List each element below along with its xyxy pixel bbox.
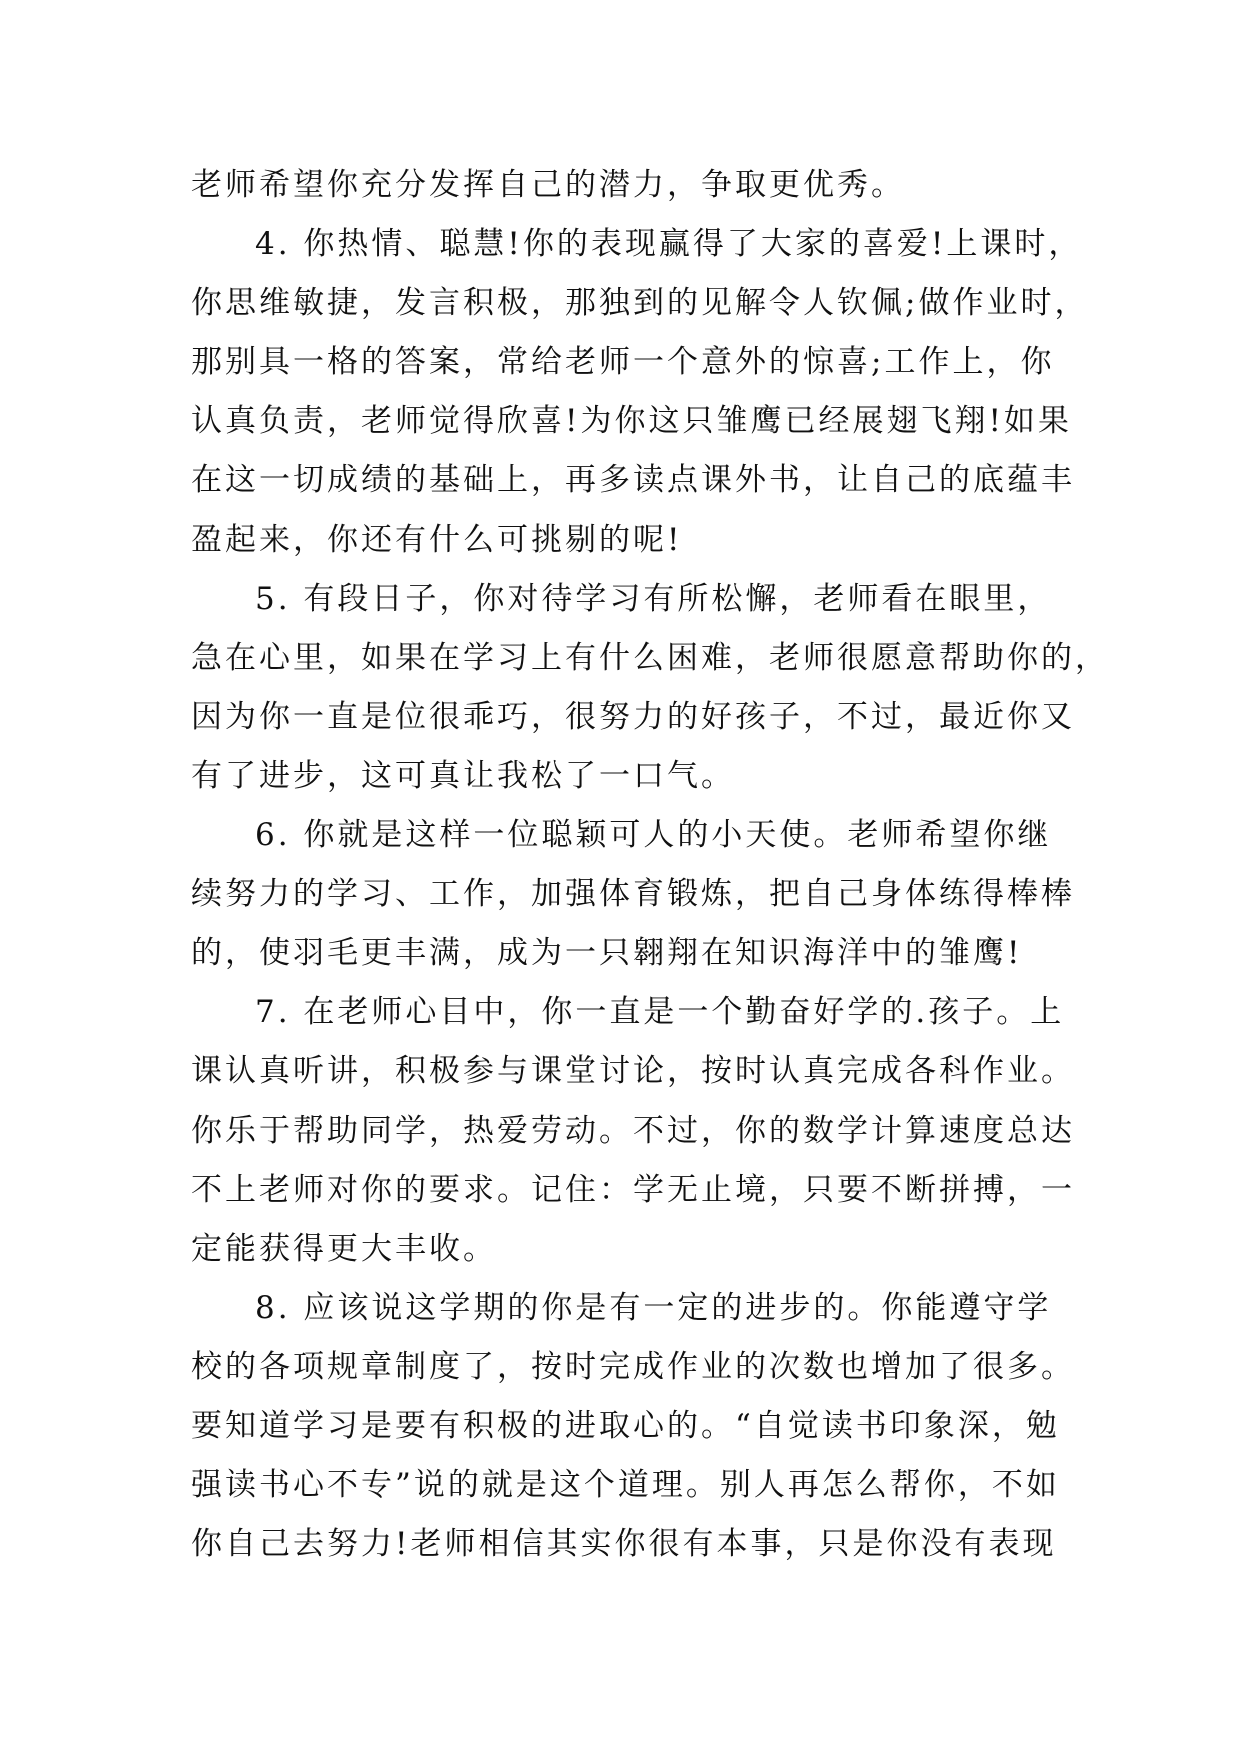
text-line: 在这一切成绩的基础上，再多读点课外书，让自己的底蕴丰 [191, 462, 1075, 499]
text-line: 老师希望你充分发挥自己的潜力，争取更优秀。 [191, 167, 905, 203]
text-line: 你思维敏捷，发言积极，那独到的见解令人钦佩;做作业时， [191, 285, 1089, 322]
text-line: 因为你一直是位很乖巧，很努力的好孩子，不过，最近你又 [191, 698, 1075, 735]
text-line: 续努力的学习、工作，加强体育锻炼，把自己身体练得棒棒 [191, 876, 1075, 913]
text-line: 不上老师对你的要求。记住：学无止境，只要不断拼搏，一 [191, 1171, 1075, 1208]
text-line: 有了进步，这可真让我松了一口气。 [191, 757, 735, 794]
paragraph-7-start: 7. 在老师心目中，你一直是一个勤奋好学的.孩子。上 [255, 994, 1065, 1031]
text-line: 你乐于帮助同学，热爱劳动。不过，你的数学计算速度总达 [191, 1112, 1075, 1149]
document-body [191, 156, 1109, 1574]
paragraph-5-start: 5. 有段日子，你对待学习有所松懈，老师看在眼里， [255, 580, 1052, 617]
text-line: 急在心里，如果在学习上有什么困难，老师很愿意帮助你的， [191, 639, 1109, 676]
text-line: 定能获得更大丰收。 [191, 1230, 497, 1267]
text-line: 校的各项规章制度了，按时完成作业的次数也增加了很多。 [191, 1348, 1075, 1385]
text-line: 认真负责，老师觉得欣喜!为你这只雏鹰已经展翅飞翔!如果 [191, 403, 1072, 440]
paragraph-4-start: 4. 你热情、聪慧!你的表现赢得了大家的喜爱!上课时， [255, 226, 1083, 263]
text-line: 的，使羽毛更丰满，成为一只翱翔在知识海洋中的雏鹰! [191, 935, 1023, 972]
paragraph-6-start: 6. 你就是这样一位聪颖可人的小天使。老师希望你继 [255, 817, 1052, 854]
text-line: 课认真听讲，积极参与课堂讨论，按时认真完成各科作业。 [191, 1053, 1075, 1090]
text-line: 要知道学习是要有积极的进取心的。“自觉读书印象深，勉 [191, 1407, 1060, 1444]
text-line: 你自己去努力!老师相信其实你很有本事，只是你没有表现 [191, 1526, 1057, 1563]
text-line: 强读书心不专”说的就是这个道理。别人再怎么帮你，不如 [191, 1467, 1060, 1504]
text-line: 盈起来，你还有什么可挑剔的呢! [191, 521, 683, 558]
paragraph-8-start: 8. 应该说这学期的你是有一定的进步的。你能遵守学 [255, 1289, 1052, 1326]
text-line: 那别具一格的答案，常给老师一个意外的惊喜;工作上，你 [191, 344, 1055, 381]
